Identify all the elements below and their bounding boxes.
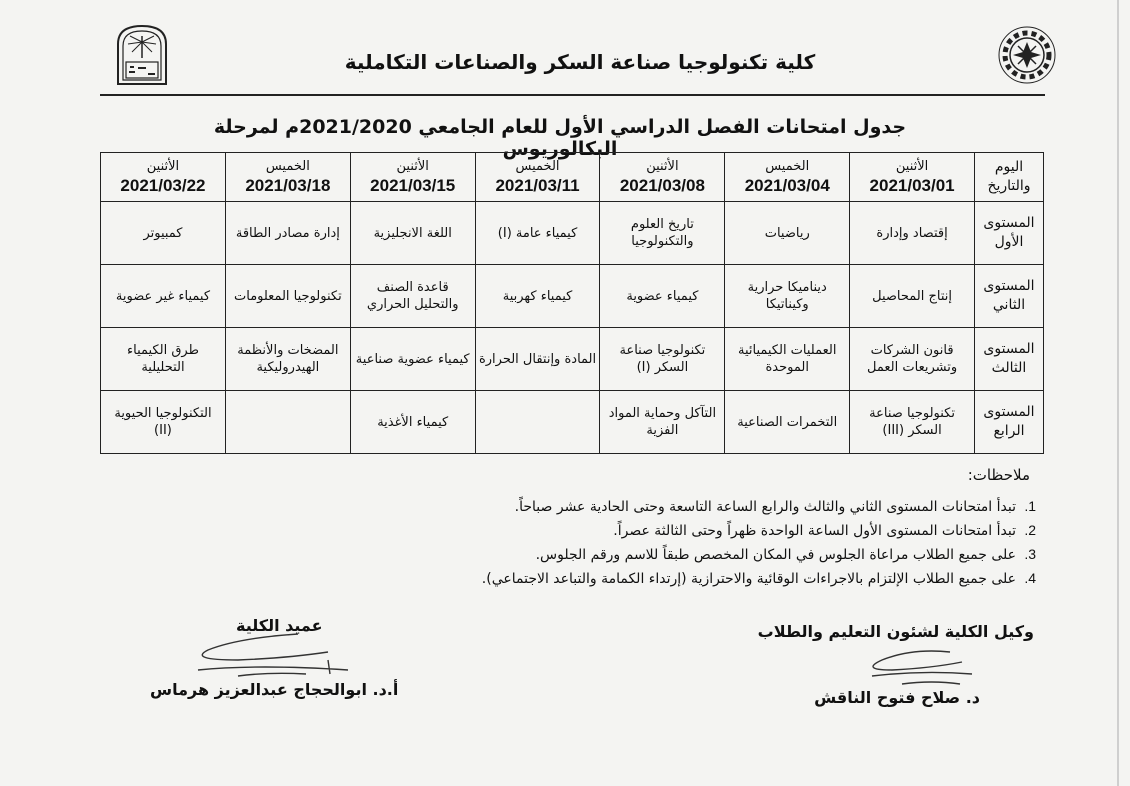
note-number: 3. <box>1024 546 1036 562</box>
day-date-header: اليوم والتاريخ <box>975 153 1044 202</box>
notes-list <box>276 494 1036 590</box>
document-title: جدول امتحانات الفصل الدراسي الأول للعام الجامعي 2021/2020م لمرحلة البكالوريوس <box>213 116 907 160</box>
gear-leaf-faculty-emblem-icon <box>996 24 1058 86</box>
vice-dean-signature-icon <box>832 640 982 690</box>
dean-signature-icon <box>178 630 358 682</box>
column-day: الخميس <box>265 158 310 174</box>
exam-cell: كيمياء عضوية صناعية <box>350 328 475 391</box>
exam-cell: التخمرات الصناعية <box>725 391 850 454</box>
list-item <box>276 494 1036 518</box>
column-header <box>475 153 600 202</box>
note-text: على جميع الطلاب الإلتزام بالاجراءات الوقائية والاحترازية (إرتداء الكمامة والتباعد الاجتماعي). <box>481 571 1016 587</box>
column-header <box>350 153 475 202</box>
note-number: 4. <box>1024 570 1036 586</box>
column-date: 2021/03/04 <box>744 175 830 195</box>
column-header <box>850 153 975 202</box>
document-header <box>100 22 1060 92</box>
vice-dean-title: وكيل الكلية لشئون التعليم والطلاب <box>757 622 1034 641</box>
level-label: المستوى الثالث <box>975 328 1044 391</box>
exam-cell: طرق الكيمياء التحليلية <box>101 328 226 391</box>
exam-cell: كيمياء كهربية <box>475 265 600 328</box>
list-item <box>276 542 1036 566</box>
exam-cell <box>225 391 350 454</box>
vice-dean-name: د. صلاح فتوح الناقش <box>814 688 980 707</box>
note-number: 1. <box>1024 498 1036 514</box>
dean-title: عميد الكلية <box>236 616 323 635</box>
exam-cell: قاعدة الصنف والتحليل الحراري <box>350 265 475 328</box>
exam-cell: إنتاج المحاصيل <box>850 265 975 328</box>
column-day: الخميس <box>765 158 810 174</box>
column-date: 2021/03/15 <box>370 175 456 195</box>
column-date: 2021/03/01 <box>869 175 955 195</box>
column-day: الأثنين <box>146 158 180 174</box>
column-header <box>225 153 350 202</box>
table-row <box>101 202 1044 265</box>
column-header <box>725 153 850 202</box>
exam-cell: كيمياء عامة (I) <box>475 202 600 265</box>
list-item <box>276 518 1036 542</box>
column-day: الخميس <box>515 158 560 174</box>
exam-cell: قانون الشركات وتشريعات العمل <box>850 328 975 391</box>
notes-heading: ملاحظات: <box>967 466 1030 484</box>
column-header <box>101 153 226 202</box>
column-date: 2021/03/22 <box>120 175 206 195</box>
exam-cell <box>475 391 600 454</box>
scan-edge-divider <box>1117 0 1119 786</box>
note-text: تبدأ امتحانات المستوى الأول الساعة الواحدة ظهراً وحتى الثالثة عصراً. <box>613 523 1016 539</box>
exam-cell: التكنولوجيا الحيوية (II) <box>101 391 226 454</box>
level-label: المستوى الرابع <box>975 391 1044 454</box>
exam-cell: تكنولوجيا صناعة السكر (I) <box>600 328 725 391</box>
exam-cell: اللغة الانجليزية <box>350 202 475 265</box>
exam-cell: ديناميكا حرارية وكيناتيكا <box>725 265 850 328</box>
note-text: تبدأ امتحانات المستوى الثاني والثالث والرابع الساعة التاسعة وحتى الحادية عشر صباحاً. <box>514 499 1016 515</box>
column-date: 2021/03/08 <box>619 175 705 195</box>
exam-cell: كمبيوتر <box>101 202 226 265</box>
exam-cell: المادة وإنتقال الحرارة <box>475 328 600 391</box>
note-text: على جميع الطلاب مراعاة الجلوس في المكان المخصص طبقاً للاسم ورقم الجلوس. <box>535 547 1016 563</box>
column-date: 2021/03/11 <box>495 175 580 195</box>
exam-cell: تكنولوجيا صناعة السكر (III) <box>850 391 975 454</box>
column-day: الأثنين <box>646 158 679 174</box>
exam-cell: كيمياء غير عضوية <box>101 265 226 328</box>
level-label: المستوى الثاني <box>975 265 1044 328</box>
table-row <box>101 328 1044 391</box>
level-label: المستوى الأول <box>975 202 1044 265</box>
note-number: 2. <box>1024 522 1036 538</box>
exam-cell: كيمياء الأغذية <box>350 391 475 454</box>
column-day: الأثنين <box>396 158 429 174</box>
exam-cell: تكنولوجيا المعلومات <box>225 265 350 328</box>
column-day: الأثنين <box>895 158 929 174</box>
column-header <box>600 153 725 202</box>
table-row <box>101 391 1044 454</box>
exam-cell: رياضيات <box>725 202 850 265</box>
exam-cell: إقتصاد وإدارة <box>850 202 975 265</box>
exam-cell: كيمياء عضوية <box>600 265 725 328</box>
exam-cell: إدارة مصادر الطاقة <box>225 202 350 265</box>
dean-name: أ.د. ابوالحجاج عبدالعزيز هرماس <box>150 680 399 699</box>
exam-schedule-table <box>100 152 1044 454</box>
exam-cell: تاريخ العلوم والتكنولوجيا <box>600 202 725 265</box>
table-header-row <box>101 153 1044 202</box>
table-row <box>101 265 1044 328</box>
exam-cell: المضخات والأنظمة الهيدروليكية <box>225 328 350 391</box>
header-divider <box>100 94 1045 96</box>
exam-cell: التآكل وحماية المواد الفزية <box>600 391 725 454</box>
column-date: 2021/03/18 <box>245 175 331 195</box>
list-item <box>276 566 1036 590</box>
exam-cell: العمليات الكيميائية الموحدة <box>725 328 850 391</box>
college-name: كلية تكنولوجيا صناعة السكر والصناعات التكاملية <box>344 50 816 74</box>
